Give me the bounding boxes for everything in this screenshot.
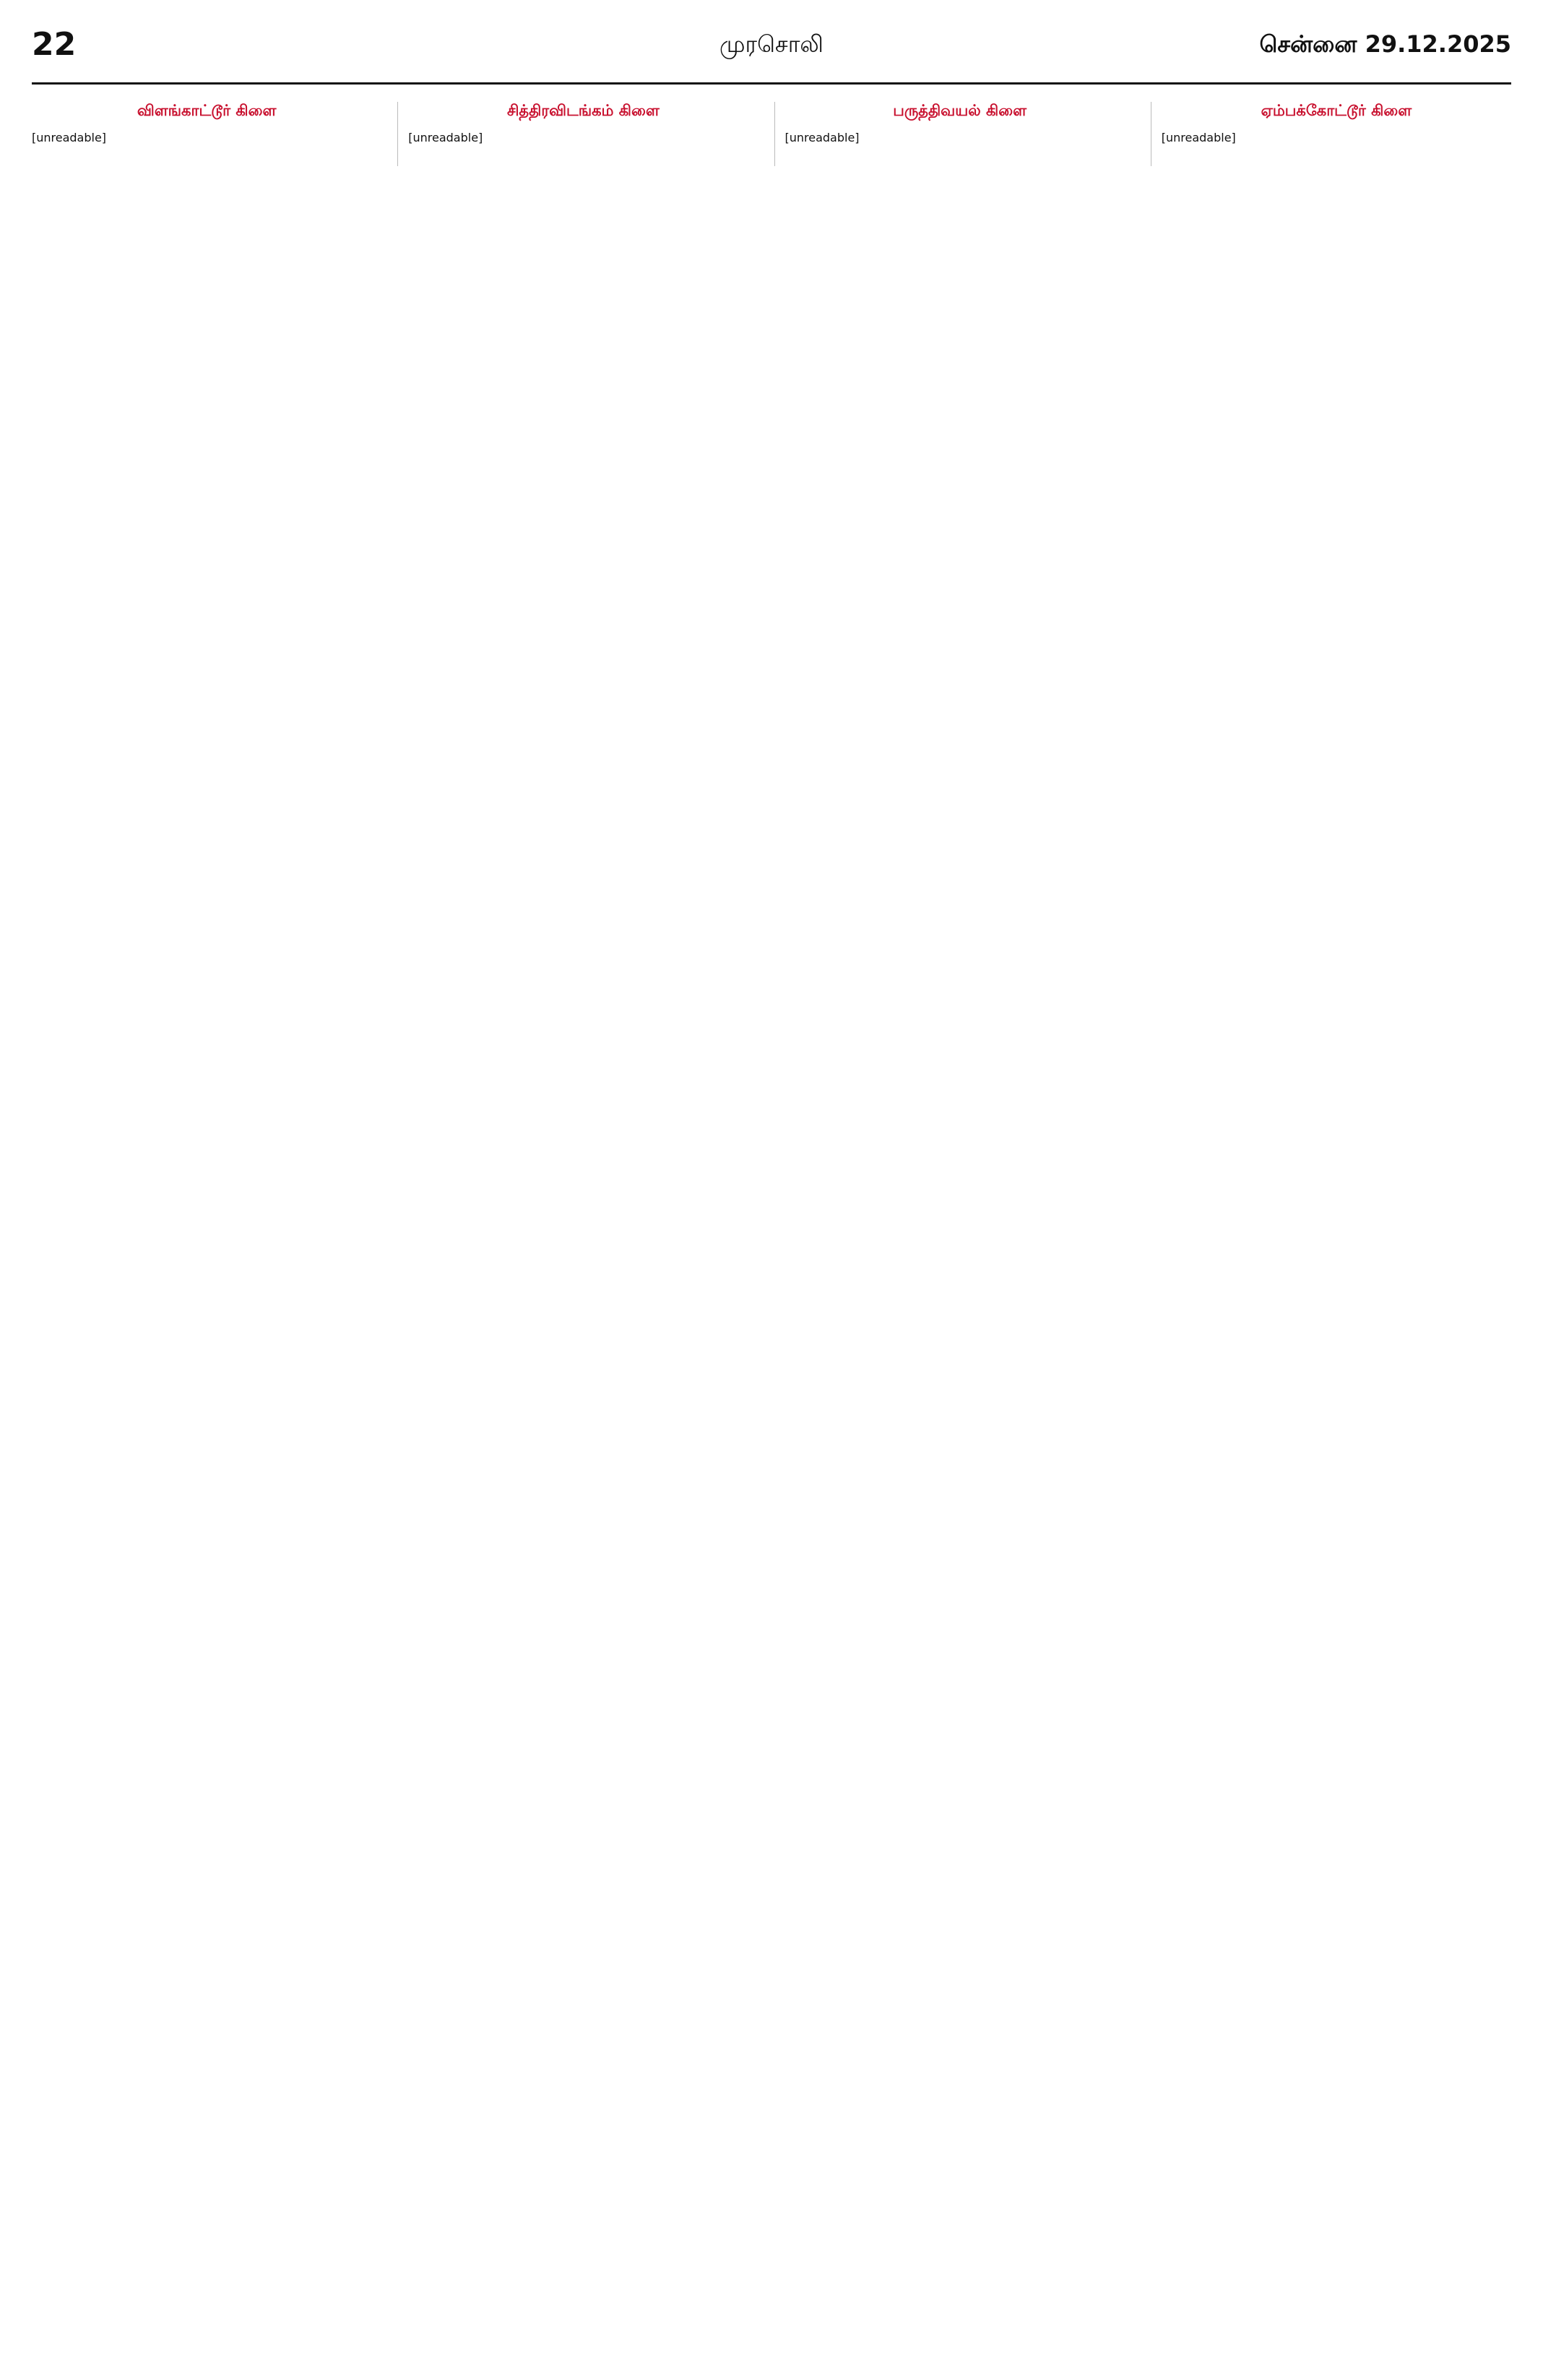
columns — [32, 102, 1511, 166]
column-1 — [32, 102, 381, 166]
branch-section — [408, 102, 758, 147]
entry-line: [unreadable] — [408, 131, 483, 144]
branch-heading: பருத்திவயல் கிளை — [893, 102, 1027, 119]
masthead — [32, 25, 1511, 85]
paper-name: முரசொலி — [719, 30, 824, 58]
issue-date: சென்னை 29.12.2025 — [1259, 30, 1511, 58]
column-4 — [1151, 102, 1511, 166]
branch-heading: ஏம்பக்கோட்டூர் கிளை — [1261, 102, 1412, 119]
page-number: 22 — [32, 26, 77, 63]
column-3 — [774, 102, 1135, 166]
branch-section — [1162, 102, 1511, 147]
branch-section — [785, 102, 1135, 147]
branch-heading: விளங்காட்டூர் கிளை — [137, 102, 277, 119]
branch-section — [32, 102, 381, 147]
entry-line: [unreadable] — [785, 131, 860, 144]
column-2 — [397, 102, 758, 166]
entry-line: [unreadable] — [32, 131, 107, 144]
branch-heading: சித்திரவிடங்கம் கிளை — [506, 102, 660, 119]
entry-line: [unreadable] — [1161, 131, 1236, 144]
